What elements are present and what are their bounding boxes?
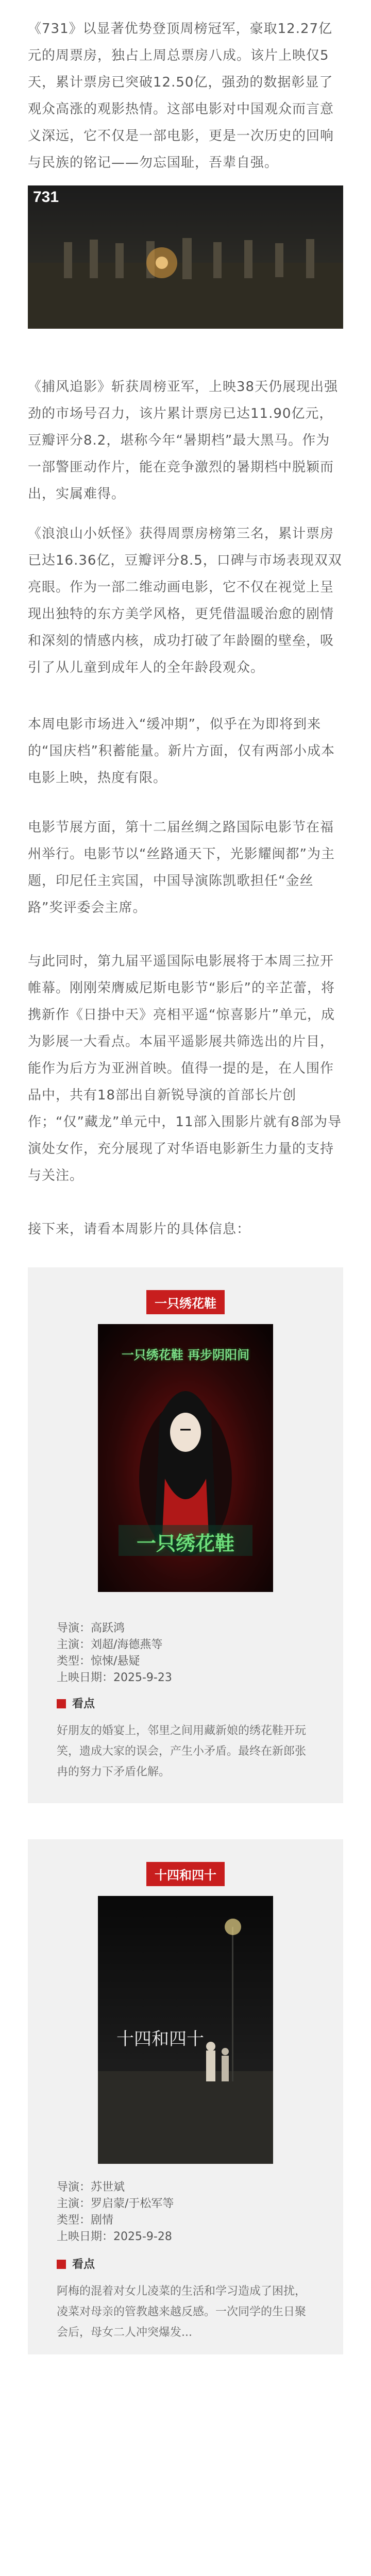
film1-director: 导演：高跃鸿: [57, 1622, 125, 1635]
highlight-label: 看点: [72, 2258, 95, 2271]
paragraph-intro: 接下来，请看本周影片的具体信息：: [28, 1222, 251, 1237]
poster-tagline: 一只绣花鞋 再步阴阳间: [121, 1348, 250, 1362]
square-bullet-icon: [57, 2260, 66, 2269]
paragraph-bufeng: 《捕风追影》斩获周榜亚军，上映38天仍展现出强劲的市场号召力，该片累计票房已达11.90亿元，豆瓣评分8.2，堪称今年“暑期档”最大黑马。作为一部警匪动作片，能在竞争激烈的暑期档中脱颖而出，实属难得。: [28, 379, 339, 502]
film2-info: [57, 2179, 174, 2245]
film-card-2: [28, 1839, 343, 2354]
film-still-image: [28, 185, 343, 329]
film-still-731: [28, 185, 343, 329]
highlight-label: 看点: [72, 1698, 95, 1710]
film-poster-1: [98, 1324, 273, 1592]
paragraph-market: 本周电影市场进入“缓冲期”，似乎在为即将到来的“国庆档”积蓄能量。新片方面，仅有两部小成本电影上映，热度有限。: [28, 717, 335, 786]
film2-director: 导演：苏世斌: [57, 2181, 125, 2194]
square-bullet-icon: [57, 1699, 66, 1708]
film2-genre: 类型：剧情: [57, 2214, 114, 2227]
film1-highlight-heading: [57, 1695, 95, 1711]
paragraph-festival: 电影节展方面，第十二届丝绸之路国际电影节在福州举行。电影节以“丝路通天下，光影耀闽都”为主题，印尼任主宾国，中国导演陈凯歌担任“金丝路”奖评委会主席。: [28, 820, 335, 916]
poster-title-text: 十四和四十: [116, 2029, 204, 2049]
film1-info: [57, 1620, 172, 1686]
film2-cast: 主演：罗启蒙/于松军等: [57, 2197, 174, 2210]
film1-date: 上映日期：2025-9-23: [57, 1671, 172, 1684]
poster-title-text: 一只绣花鞋: [136, 1532, 234, 1555]
film-poster-2: [98, 1896, 273, 2164]
still-logo-text: 731: [33, 189, 59, 206]
film2-synopsis: 阿梅的混着对女儿凌菜的生活和学习造成了困扰，凌菜对母亲的管教越来越反感。一次同学的生日聚会后，母女二人冲突爆发...: [57, 2285, 307, 2339]
film-title-badge: 一只绣花鞋: [146, 1290, 225, 1314]
film2-date: 上映日期：2025-9-28: [57, 2230, 172, 2243]
paragraph-731: 《731》以显著优势登顶周榜冠军，豪取12.27亿元的周票房，独占上周总票房八成。该片上映仅5天，累计票房已突破12.50亿，强劲的数据彰显了观众高涨的观影热情。这部电影对中国观众而言意义深远，它不仅是一部电影，更是一次历史的回响与民族的铭记——勿忘国耻，吾辈自强。: [28, 21, 334, 171]
film1-synopsis: 好朋友的婚宴上，邻里之间用藏新娘的绣花鞋开玩笑，遗成大家的误会，产生小矛盾。最终在新郎张冉的努力下矛盾化解。: [57, 1724, 307, 1778]
paragraph-pingyao: 与此同时，第九届平遥国际电影展将于本周三拉开帷幕。刚刚荣膺威尼斯电影节“影后”的辛芷蕾，将携新作《日掛中天》亮相平遥“惊喜影片”单元，成为影展一大看点。本届平遥影展共筛选出的片目，能作为后方为亚洲首映。值得一提的是，在人围作品中，共有18部出自新锐导演的首部长片创作；“仅”藏龙”单元中，11部入围影片就有8部为导演处女作，充分展现了对华语电影新生力量的支持与关注。: [28, 954, 342, 1183]
film1-cast: 主演：刘超/海德燕等: [57, 1638, 163, 1651]
film2-highlight-heading: [57, 2256, 95, 2272]
paragraph-langlangshan: 《浪浪山小妖怪》获得周票房榜第三名，累计票房已达16.36亿，豆瓣评分8.5，口碑与市场表现双双亮眼。作为一部二维动画电影，它不仅在视觉上呈现出独特的东方美学风格，更凭借温暖治愈的剧情和深刻的情感内核，成功打破了年龄圈的壁垒，吸引了从儿童到成年人的全年龄段观众。: [28, 526, 342, 675]
film1-genre: 类型：惊悚/悬疑: [57, 1655, 140, 1668]
film-card-1: [28, 1267, 343, 1803]
film-title-badge: 十四和四十: [146, 1862, 225, 1886]
